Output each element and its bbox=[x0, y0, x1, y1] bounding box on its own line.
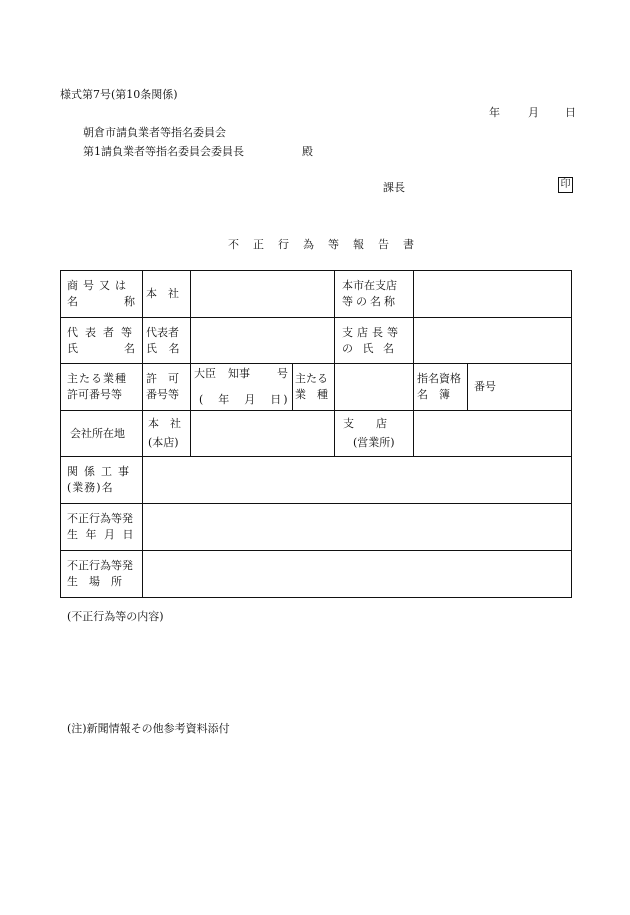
column-divider bbox=[142, 270, 143, 598]
representative-label: 代表者等 氏 名 bbox=[67, 326, 139, 355]
row-divider bbox=[60, 317, 572, 318]
report-table bbox=[60, 270, 572, 598]
document-title: 不正行為等報告書 bbox=[228, 238, 428, 251]
column-divider bbox=[292, 363, 293, 411]
license-type-governor: 知事 bbox=[228, 367, 250, 380]
recipient-committee: 朝倉市請負業者等指名委員会 bbox=[83, 126, 226, 139]
license-type-minister: 大臣 bbox=[194, 367, 216, 380]
date-line bbox=[489, 104, 576, 120]
company-address-label: 会社所在地 bbox=[70, 427, 125, 440]
row-divider bbox=[60, 550, 572, 551]
related-work-label: 関係工事 (業務)名 bbox=[67, 465, 135, 494]
misconduct-place-label: 不正行為等発 生 場 所 bbox=[67, 559, 133, 588]
form-number: 様式第7号(第10条関係) bbox=[60, 88, 178, 101]
row-divider bbox=[60, 503, 572, 504]
main-business-type-label: 主たる 業 種 bbox=[295, 372, 328, 401]
column-divider bbox=[334, 363, 335, 411]
table-border-top bbox=[60, 270, 572, 271]
content-label: (不正行為等の内容) bbox=[67, 610, 164, 623]
seal-mark: 印 bbox=[558, 177, 573, 193]
column-divider bbox=[413, 270, 414, 457]
row-divider bbox=[60, 410, 572, 411]
trade-name-label: 商号又は 名 称 bbox=[67, 279, 135, 308]
head-office-label: 本 社 bbox=[146, 287, 179, 300]
approver-label: 課長 bbox=[383, 181, 405, 194]
date-month: 月 bbox=[528, 106, 539, 119]
branch-address-label: 支 店 (営業所) bbox=[343, 417, 395, 449]
table-border-bottom bbox=[60, 597, 572, 598]
column-divider bbox=[467, 363, 468, 411]
license-number-unit: 号 bbox=[277, 367, 288, 380]
column-divider bbox=[334, 410, 335, 457]
recipient-honorific: 殿 bbox=[302, 145, 313, 158]
date-day: 日 bbox=[565, 106, 576, 119]
table-border-right bbox=[571, 270, 572, 598]
row-divider bbox=[60, 363, 572, 364]
main-business-label: 主たる業種 許可番号等 bbox=[67, 372, 127, 401]
license-date: ( 年 月 日) bbox=[199, 393, 290, 406]
misconduct-date-label: 不正行為等発 生 年 月 日 bbox=[67, 512, 136, 541]
representative-name-label: 代表者 氏 名 bbox=[146, 326, 184, 355]
row-divider bbox=[60, 456, 572, 457]
column-divider bbox=[334, 270, 335, 318]
registration-number-label: 番号 bbox=[474, 380, 496, 393]
branch-name-label: 本市在支店 等の名称 bbox=[342, 279, 398, 308]
recipient-chair: 第1請負業者等指名委員会委員長 bbox=[83, 145, 244, 158]
table-border-left bbox=[60, 270, 61, 598]
qualification-list-label: 指名資格 名 簿 bbox=[417, 372, 461, 401]
date-year: 年 bbox=[489, 106, 500, 119]
head-office-address-label: 本 社 (本店) bbox=[148, 417, 181, 449]
branch-manager-label: 支店長等 の 氏 名 bbox=[342, 326, 402, 355]
column-divider bbox=[190, 270, 191, 457]
license-number-label: 許 可 番号等 bbox=[146, 372, 179, 401]
column-divider bbox=[334, 317, 335, 364]
attachment-note: (注)新聞情報その他参考資料添付 bbox=[67, 722, 230, 735]
